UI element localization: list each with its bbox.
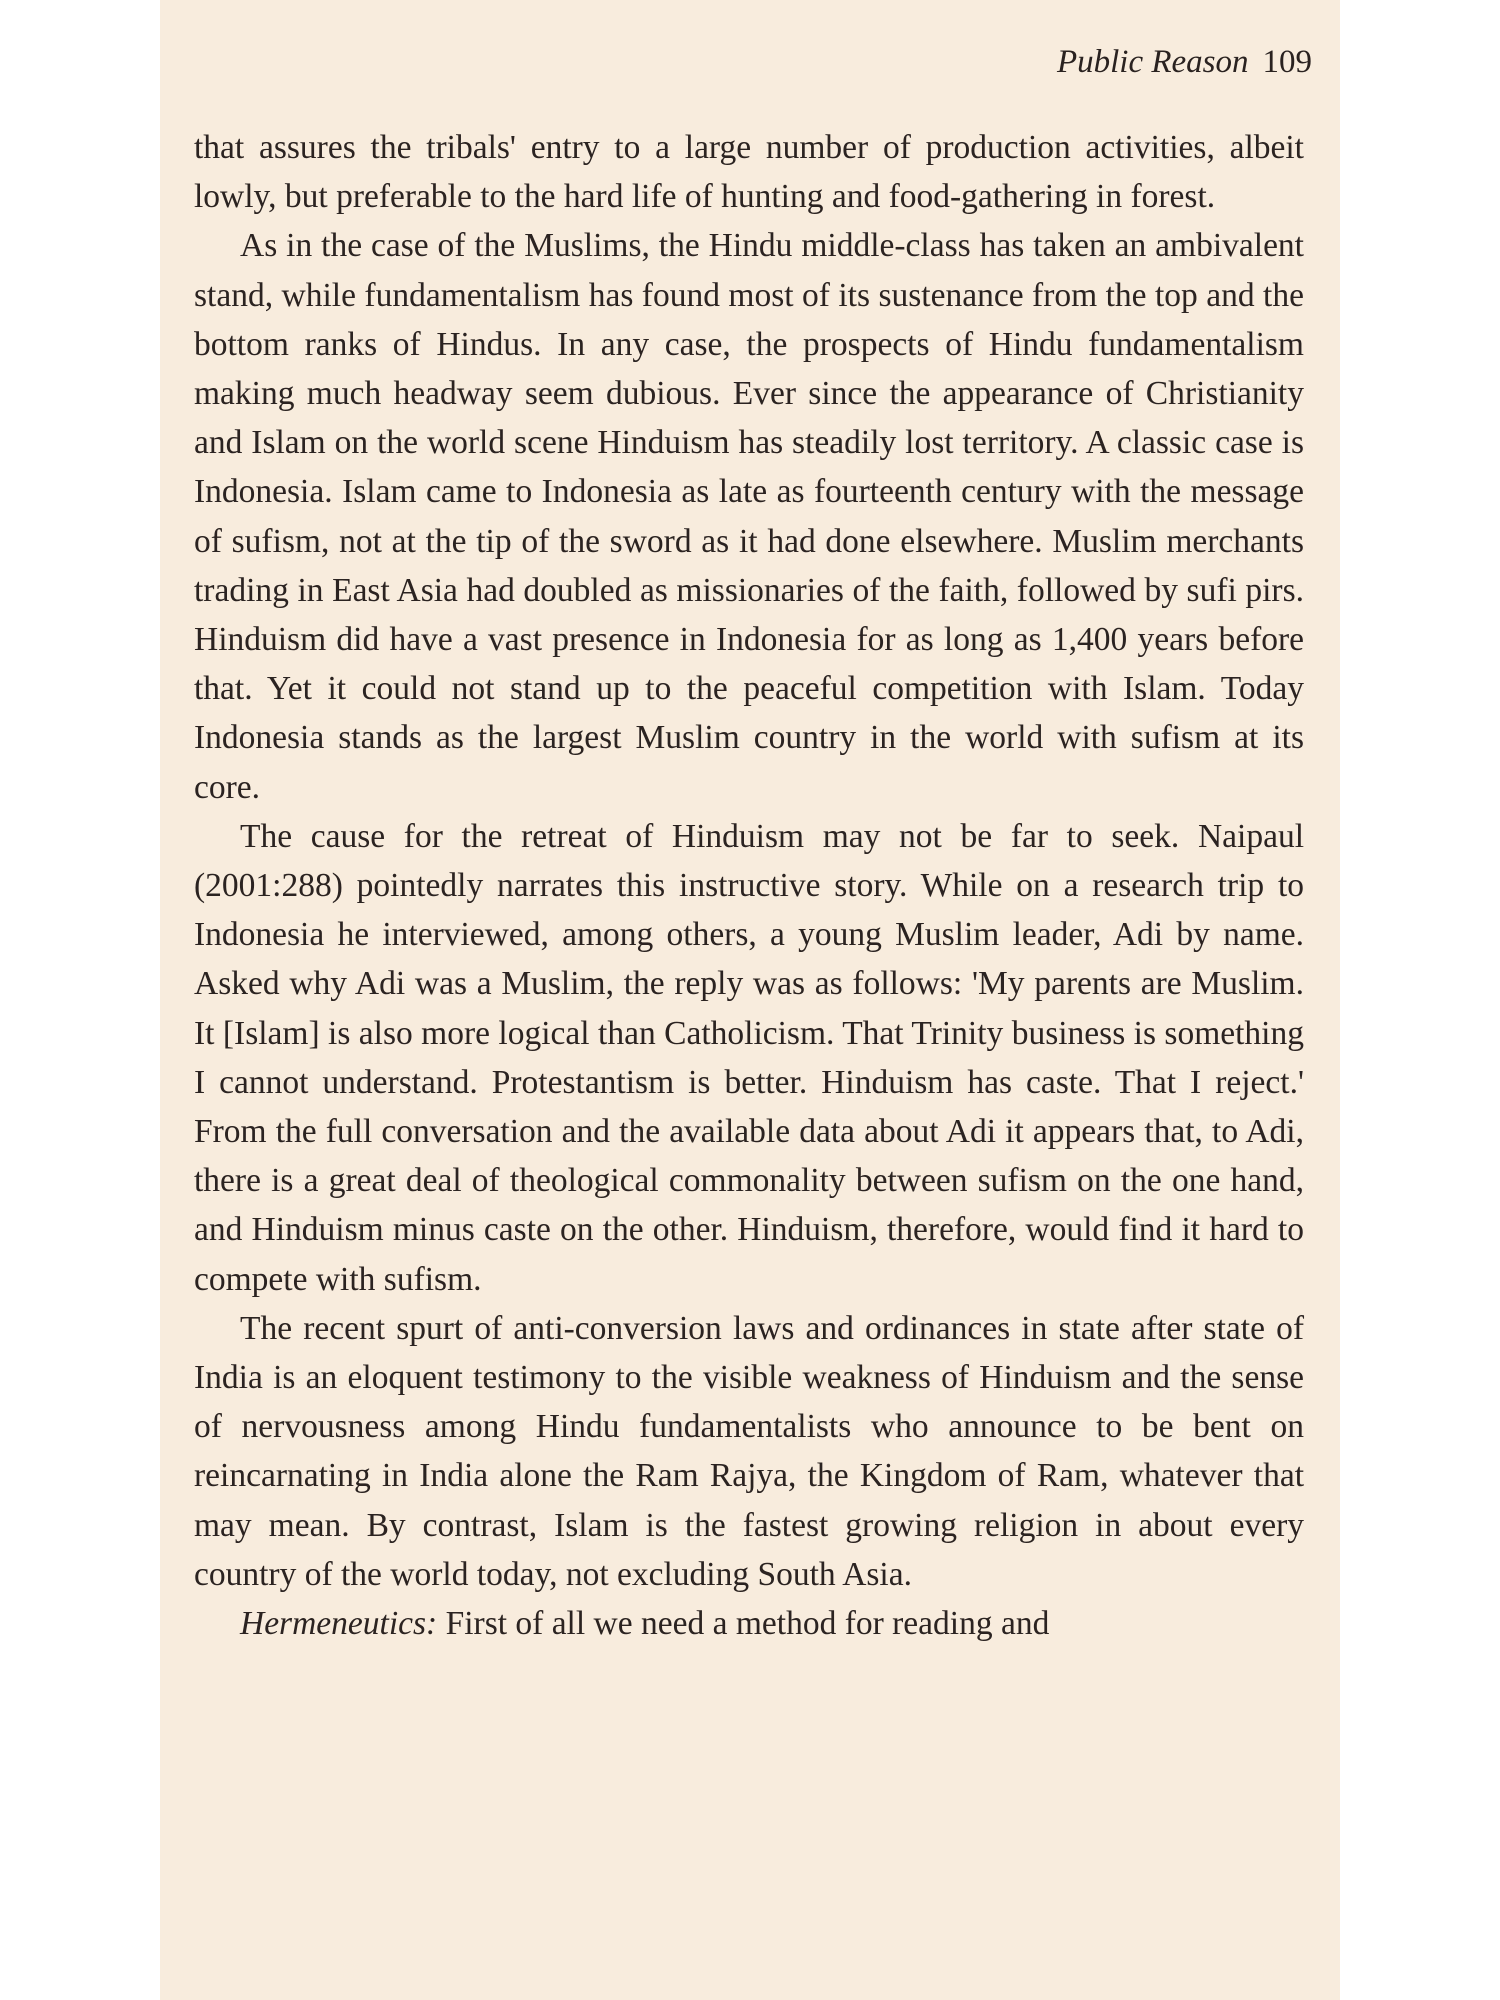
paragraph-5-text: First of all we need a method for reading and xyxy=(437,1605,1050,1643)
body-text xyxy=(194,123,1304,1648)
paragraph-5 xyxy=(194,1599,1304,1648)
page-number: 109 xyxy=(1262,44,1312,80)
paragraph-2: As in the case of the Muslims, the Hindu middle-class has taken an ambivalent stand, while fundamentalism has found most of its sustenance from the top and the bottom ranks of Hindus. In any case, the prospects of Hindu fundamentalism making much headway seem dubious. Ever since the appearance of Christianity and Islam on the world scene Hinduism has steadily lost territory. A classic case is Indonesia. Islam came to Indonesia as late as fourteenth century with the message of sufism, not at the tip of the sword as it had done elsewhere. Muslim merchants trading in East Asia had doubled as missionaries of the faith, followed by sufi pirs. Hinduism did have a vast presence in Indonesia for as long as 1,400 years before that. Yet it could not stand up to the peaceful competition with Islam. Today Indonesia stands as the largest Muslim country in the world with sufism at its core. xyxy=(194,227,1304,806)
paragraph-4: The recent spurt of anti-conversion laws and ordinances in state after state of India is an eloquent testimony to the visible weakness of Hinduism and the sense of nervousness among Hindu fundamentalists who announce to be bent on reincarnating in India alone the Ram Rajya, the Kingdom of Ram, whatever that may mean. By contrast, Islam is the fastest growing religion in about every country of the world today, not excluding South Asia. xyxy=(194,1309,1304,1593)
running-head-title: Public Reason xyxy=(1056,44,1249,80)
paragraph-1: that assures the tribals' entry to a large number of production activities, albeit lowly, but preferable to the hard life of hunting and food-gathering in forest. xyxy=(194,129,1304,216)
paragraph-3: The cause for the retreat of Hinduism may not be far to seek. Naipaul (2001:288) pointedly narrates this instructive story. While on a research trip to Indonesia he interviewed, among others, a young Muslim leader, Adi by name. Asked why Adi was a Muslim, the reply was as follows: 'My parents are Muslim. It [Islam] is also more logical than Catholicism. That Trinity business is something I cannot understand. Protestantism is better. Hinduism has caste. That I reject.' From the full conversation and the available data about Adi it appears that, to Adi, there is a great deal of theological commonality between sufism on the one hand, and Hinduism minus caste on the other. Hinduism, therefore, would find it hard to compete with sufism. xyxy=(194,817,1304,1298)
book-page xyxy=(160,0,1340,2000)
running-head xyxy=(1057,44,1312,81)
section-lead-hermeneutics: Hermeneutics: xyxy=(240,1605,438,1643)
